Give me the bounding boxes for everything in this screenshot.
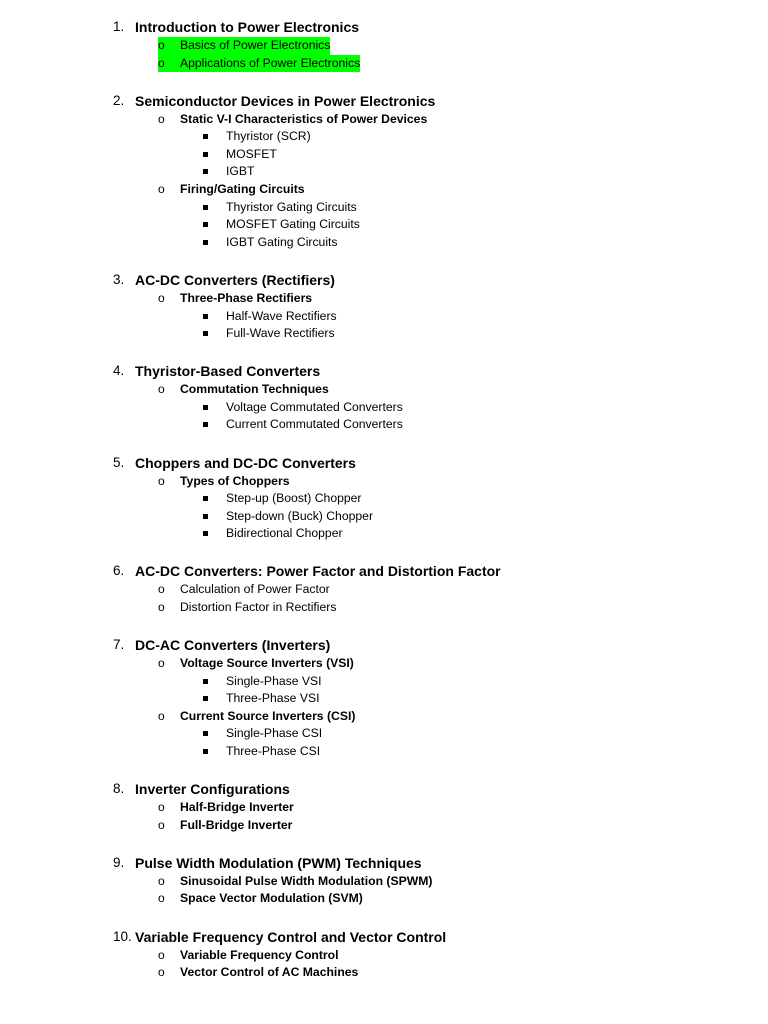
letter-o-bullet-icon: o: [158, 55, 165, 70]
letter-o-bullet-icon: o: [158, 382, 165, 397]
section-number: 8.: [113, 781, 125, 797]
outline-item: [0, 599, 768, 617]
section-title: AC-DC Converters: Power Factor and Distortion Factor: [135, 563, 501, 580]
outline-subitem-text: Voltage Commutated Converters: [226, 399, 403, 414]
outline-item: [0, 581, 768, 599]
outline-item-text: Variable Frequency Control: [180, 947, 339, 962]
section-heading: [0, 927, 768, 947]
outline-item-text: Voltage Source Inverters (VSI): [180, 656, 354, 671]
section-number: 4.: [113, 363, 125, 379]
outline-item: [0, 290, 768, 308]
section-number: 1.: [113, 19, 125, 34]
section-heading: [0, 17, 768, 37]
outline-item: [0, 890, 768, 908]
outline-subitem-text: Current Commutated Converters: [226, 417, 403, 432]
outline-subitem-text: Half-Wave Rectifiers: [226, 308, 337, 323]
outline-subitem-text: Single-Phase VSI: [226, 673, 322, 688]
outline-item: [0, 111, 768, 129]
outline-section: [0, 635, 768, 761]
square-bullet-icon: [203, 331, 208, 336]
section-number: 6.: [113, 563, 125, 579]
section-number: 2.: [113, 92, 125, 108]
outline-subitem-text: MOSFET Gating Circuits: [226, 217, 360, 232]
outline-subitem-text: Step-up (Boost) Chopper: [226, 491, 362, 506]
square-bullet-icon: [203, 531, 208, 536]
square-bullet-icon: [203, 152, 208, 157]
outline-subitem: [0, 725, 768, 743]
letter-o-bullet-icon: o: [158, 891, 165, 906]
square-bullet-icon: [203, 514, 208, 519]
letter-o-bullet-icon: o: [158, 656, 165, 671]
section-heading: [0, 779, 768, 799]
outline-section: [0, 17, 768, 72]
outline-item-text: Space Vector Modulation (SVM): [180, 891, 363, 906]
letter-o-bullet-icon: o: [158, 290, 165, 305]
square-bullet-icon: [203, 205, 208, 210]
outline-item-text: Applications of Power Electronics: [180, 55, 361, 70]
outline-item: [0, 964, 768, 982]
outline-subitem: [0, 308, 768, 326]
square-bullet-icon: [203, 405, 208, 410]
square-bullet-icon: [203, 496, 208, 501]
section-heading: [0, 270, 768, 290]
outline-section: [0, 853, 768, 908]
outline-item: [0, 181, 768, 199]
outline-subitem-text: Single-Phase CSI: [226, 726, 323, 741]
document-outline: [0, 17, 768, 1000]
outline-section: [0, 453, 768, 543]
outline-subitem-text: Step-down (Buck) Chopper: [226, 508, 373, 523]
section-heading: [0, 453, 768, 473]
outline-item-text: Types of Choppers: [180, 473, 290, 488]
outline-section: [0, 561, 768, 616]
outline-item-text: Commutation Techniques: [180, 382, 329, 397]
letter-o-bullet-icon: o: [158, 473, 165, 488]
outline-section: [0, 779, 768, 834]
outline-subitem: [0, 199, 768, 217]
outline-subitem-text: IGBT: [226, 164, 255, 179]
letter-o-bullet-icon: o: [158, 947, 165, 962]
outline-item: [0, 873, 768, 891]
section-title: Thyristor-Based Converters: [135, 363, 321, 380]
outline-subitem-text: Thyristor (SCR): [226, 129, 311, 144]
outline-subitem: [0, 673, 768, 691]
section-heading: [0, 561, 768, 581]
square-bullet-icon: [203, 422, 208, 427]
square-bullet-icon: [203, 240, 208, 245]
outline-item: [0, 473, 768, 491]
letter-o-bullet-icon: o: [158, 38, 165, 52]
outline-item-text: Calculation of Power Factor: [180, 582, 330, 597]
section-heading: [0, 853, 768, 873]
section-number: 7.: [113, 637, 125, 653]
letter-o-bullet-icon: o: [158, 599, 165, 614]
section-heading: [0, 361, 768, 381]
outline-item-text: Basics of Power Electronics: [180, 38, 331, 52]
letter-o-bullet-icon: o: [158, 708, 165, 723]
square-bullet-icon: [203, 134, 208, 139]
outline-item: [0, 655, 768, 673]
letter-o-bullet-icon: o: [158, 182, 165, 197]
section-number: 5.: [113, 454, 125, 470]
square-bullet-icon: [203, 222, 208, 227]
outline-subitem: [0, 525, 768, 543]
outline-subitem: [0, 743, 768, 761]
square-bullet-icon: [203, 731, 208, 736]
outline-item-text: Static V-I Characteristics of Power Devices: [180, 111, 428, 126]
outline-item: [0, 381, 768, 399]
outline-subitem: [0, 508, 768, 526]
outline-item: [0, 55, 768, 73]
outline-subitem: [0, 325, 768, 343]
outline-item: [0, 799, 768, 817]
outline-section: [0, 270, 768, 343]
outline-item-text: Half-Bridge Inverter: [180, 800, 294, 815]
outline-subitem: [0, 399, 768, 417]
letter-o-bullet-icon: o: [158, 873, 165, 888]
section-number: 3.: [113, 271, 125, 287]
outline-subitem: [0, 690, 768, 708]
letter-o-bullet-icon: o: [158, 965, 165, 980]
section-title: Pulse Width Modulation (PWM) Techniques: [135, 854, 422, 871]
section-title: Inverter Configurations: [135, 781, 290, 798]
outline-subitem-text: Full-Wave Rectifiers: [226, 326, 335, 341]
outline-subitem-text: Thyristor Gating Circuits: [226, 199, 357, 214]
section-title: Introduction to Power Electronics: [135, 19, 360, 35]
outline-subitem-text: Bidirectional Chopper: [226, 526, 343, 541]
section-number: 9.: [113, 854, 125, 870]
outline-item: [0, 37, 768, 55]
outline-subitem: [0, 163, 768, 181]
outline-subitem-text: MOSFET: [226, 146, 277, 161]
section-heading: [0, 635, 768, 655]
section-title: Variable Frequency Control and Vector Control: [135, 928, 447, 945]
section-title: AC-DC Converters (Rectifiers): [135, 271, 335, 288]
square-bullet-icon: [203, 314, 208, 319]
outline-item-text: Three-Phase Rectifiers: [180, 290, 313, 305]
section-heading: [0, 91, 768, 111]
section-title: Semiconductor Devices in Power Electronics: [135, 92, 436, 109]
outline-subitem: [0, 416, 768, 434]
outline-item-text: Firing/Gating Circuits: [180, 182, 305, 197]
section-title: DC-AC Converters (Inverters): [135, 637, 331, 654]
outline-item-text: Vector Control of AC Machines: [180, 965, 359, 980]
outline-subitem: [0, 216, 768, 234]
outline-section: [0, 361, 768, 434]
letter-o-bullet-icon: o: [158, 582, 165, 597]
outline-section: [0, 91, 768, 252]
letter-o-bullet-icon: o: [158, 817, 165, 832]
outline-item-text: Distortion Factor in Rectifiers: [180, 599, 337, 614]
outline-subitem: [0, 146, 768, 164]
letter-o-bullet-icon: o: [158, 800, 165, 815]
section-number: 10.: [113, 928, 132, 944]
outline-section: [0, 927, 768, 982]
square-bullet-icon: [203, 749, 208, 754]
square-bullet-icon: [203, 696, 208, 701]
outline-subitem: [0, 128, 768, 146]
outline-subitem: [0, 490, 768, 508]
letter-o-bullet-icon: o: [158, 111, 165, 126]
outline-subitem: [0, 234, 768, 252]
square-bullet-icon: [203, 169, 208, 174]
outline-item-text: Sinusoidal Pulse Width Modulation (SPWM): [180, 873, 433, 888]
outline-subitem-text: Three-Phase VSI: [226, 691, 320, 706]
outline-item: [0, 947, 768, 965]
section-title: Choppers and DC-DC Converters: [135, 454, 356, 471]
outline-item-text: Full-Bridge Inverter: [180, 817, 293, 832]
outline-item: [0, 817, 768, 835]
outline-subitem-text: IGBT Gating Circuits: [226, 234, 338, 249]
outline-item: [0, 708, 768, 726]
outline-subitem-text: Three-Phase CSI: [226, 744, 321, 759]
square-bullet-icon: [203, 679, 208, 684]
outline-item-text: Current Source Inverters (CSI): [180, 708, 356, 723]
